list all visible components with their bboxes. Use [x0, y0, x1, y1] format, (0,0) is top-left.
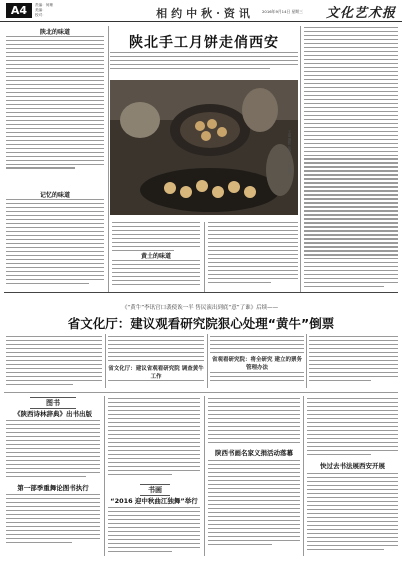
column-divider: [300, 26, 301, 292]
article-body: [307, 473, 398, 553]
mooncake-baking-photo: [110, 80, 298, 215]
column-divider: [303, 396, 304, 556]
book-headline-2: 第一部季重舞论图书执行: [17, 484, 89, 492]
article-body: [108, 380, 204, 384]
editor-line: 责编：何珊: [35, 3, 53, 7]
article-body: [307, 398, 398, 458]
column-divider: [104, 396, 105, 556]
subheading: 省观看研究院：将全研究 建立的票务管理办法: [212, 357, 302, 371]
music-headline: “2016 迎中秋曲江独舞”举行: [110, 497, 198, 505]
edit-meta: [35, 3, 53, 18]
hero-photo: [110, 80, 298, 215]
article-body: [208, 222, 298, 286]
book-headline: 《陕西诗林辞典》出书出版: [14, 410, 92, 418]
proofreader-line: 校对：: [35, 13, 46, 17]
photo-credit: 王晶 摄影 张君 手工月饼制作: [288, 130, 292, 176]
article-body: [304, 27, 398, 290]
calligraphy-headline: 快过去书法展西安开展: [320, 462, 385, 470]
article-body: [112, 222, 200, 254]
music-label: 书画: [140, 484, 170, 496]
hero-headline: 陕北手工月饼走俏西安: [129, 35, 279, 51]
designer-line: 美编：: [35, 8, 46, 12]
article-body: [6, 336, 102, 388]
page-number: A4: [6, 3, 32, 18]
column-divider: [204, 222, 205, 292]
article-title-memory: 记忆的味道: [39, 192, 70, 199]
article-body: [208, 460, 300, 548]
article-title-loess: 黄土的味道: [140, 253, 171, 260]
article-body: [6, 420, 100, 480]
charity-headline: 陕西书画名家义捐活动落幕: [215, 449, 293, 457]
issue-date: 2016年9月14日 星期三: [262, 9, 303, 14]
article-body: [108, 398, 200, 478]
section-divider: [4, 392, 398, 393]
article-body: [309, 336, 398, 384]
subheading: 省文化厅：建议省观看研究院 调查黄牛工作: [108, 366, 204, 380]
article-body: [210, 336, 304, 356]
hero-summary: [110, 52, 298, 72]
column-divider: [207, 334, 208, 388]
section-title: 相约中秋·资讯: [156, 7, 254, 20]
article-body: [6, 494, 100, 546]
column-divider: [306, 334, 307, 388]
section-divider: [4, 292, 398, 293]
column-divider: [204, 396, 205, 556]
masthead: [0, 0, 402, 22]
article-body: [108, 507, 200, 555]
main-headline: 省文化厅：建议观看研究院狠心处理“黄牛”倒票: [67, 316, 335, 331]
article-title-north: 陕北的味道: [39, 29, 70, 36]
article-body: [6, 36, 104, 171]
article-body: [108, 336, 204, 364]
kicker-headline: 《“黄牛”李讯官口袭使诶一半 售民演出到底“意”了谁》后续——: [121, 305, 279, 311]
article-body: [6, 199, 104, 287]
article-body: [112, 260, 200, 288]
column-divider: [108, 26, 109, 292]
column-divider: [105, 334, 106, 388]
article-body: [208, 398, 300, 446]
book-label: 图书: [30, 397, 76, 409]
newspaper-logo: 文化艺术报: [325, 6, 396, 21]
article-body: [210, 372, 304, 384]
